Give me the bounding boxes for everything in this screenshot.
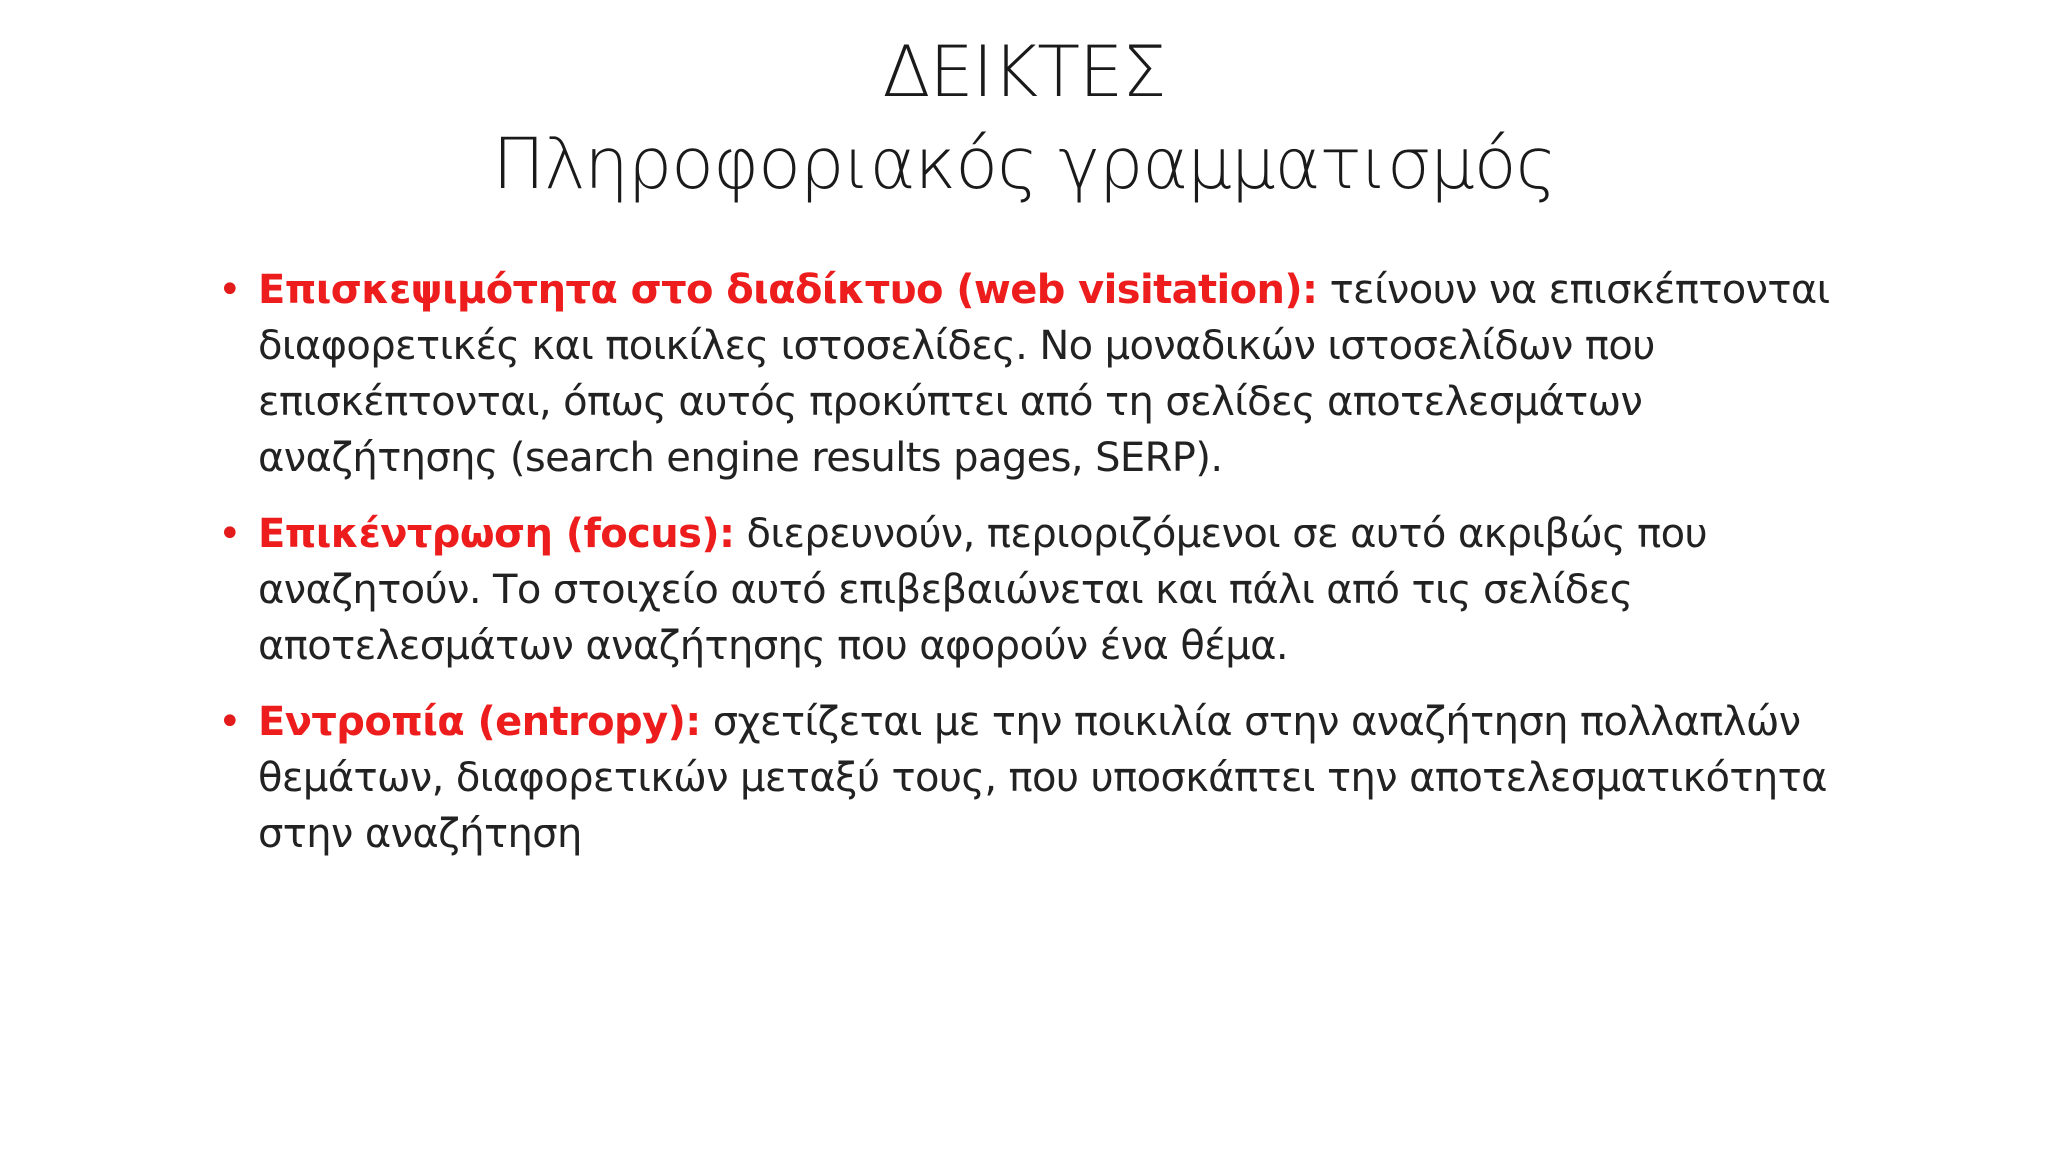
- slide-title-line-1: ΔΕΙΚΤΕΣ: [882, 31, 1166, 113]
- bullet-text: τείνουν να επισκέπτονται διαφορετικές και ποικίλες ιστοσελίδες. Νο μοναδικών ιστοσελίδων που επισκέπτονται, όπως αυτός προκύπτει από τη σελίδες αποτελεσμάτων αναζήτησης (search engine results pages, SERP).: [258, 267, 1830, 481]
- bullet-dot-icon: •: [218, 511, 241, 557]
- bullet-item-entropy: [218, 694, 1858, 862]
- bullet-text: διερευνούν, περιοριζόμενοι σε αυτό ακριβώς που αναζητούν. Το στοιχείο αυτό επιβεβαιώνεται και πάλι από τις σελίδες αποτελεσμάτων αναζήτησης που αφορούν ένα θέμα.: [258, 511, 1708, 669]
- bullet-item-focus: [218, 506, 1858, 674]
- slide-title: [0, 26, 2048, 210]
- bullet-term: Επισκεψιμότητα στο διαδίκτυο (web visitation):: [258, 267, 1318, 313]
- bullet-dot-icon: •: [218, 699, 241, 745]
- bullet-term: Επικέντρωση (focus):: [258, 511, 735, 557]
- slide-title-line-2: Πληροφοριακός γραμματισμός: [492, 123, 1556, 205]
- bullet-list: [218, 262, 1858, 882]
- bullet-text: σχετίζεται με την ποικιλία στην αναζήτηση πολλαπλών θεμάτων, διαφορετικών μεταξύ τους, που υποσκάπτει την αποτελεσματικότητα στην αναζήτηση: [258, 699, 1827, 857]
- bullet-dot-icon: •: [218, 267, 241, 313]
- bullet-term: Εντροπία (entropy):: [258, 699, 701, 745]
- bullet-item-web-visitation: [218, 262, 1858, 486]
